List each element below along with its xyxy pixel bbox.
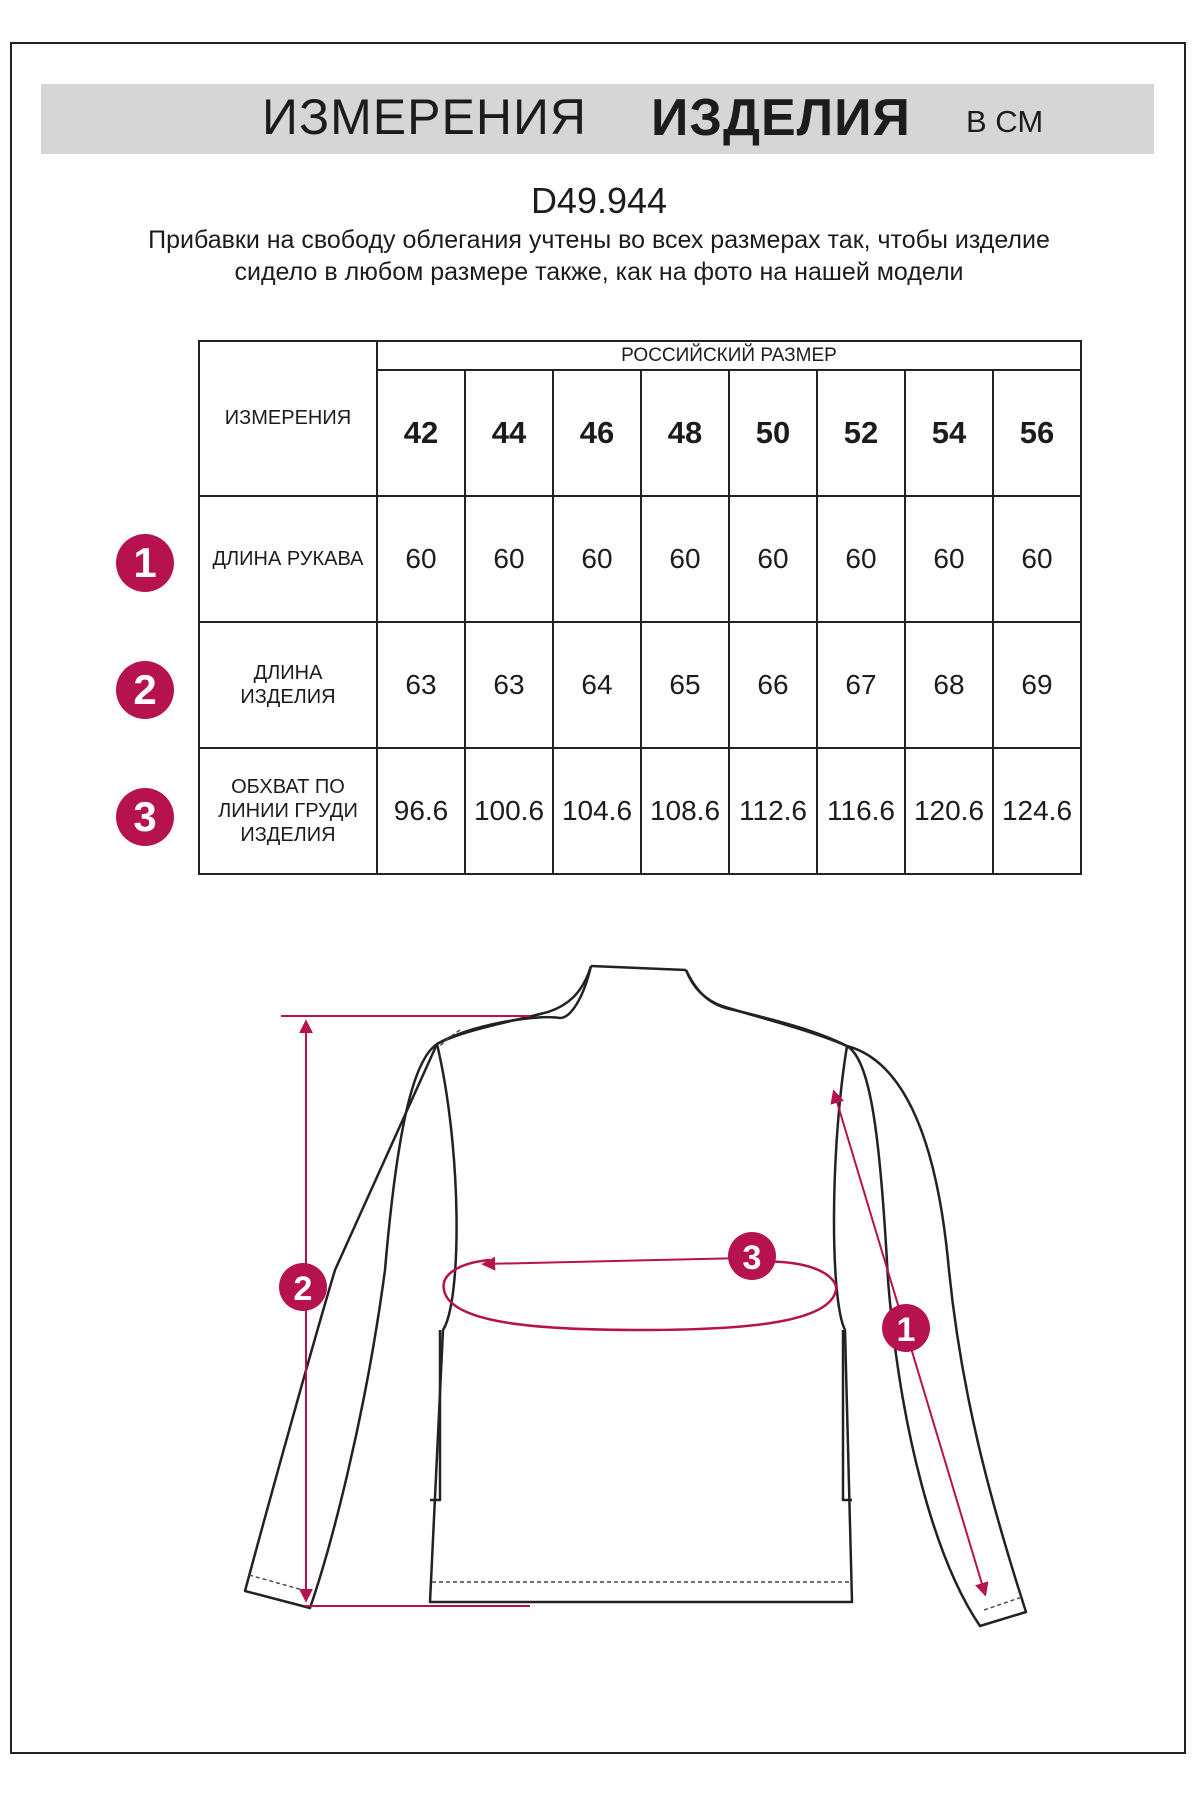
table-cell: 60: [377, 496, 465, 622]
table-cell: 60: [641, 496, 729, 622]
table-cell: 112.6: [729, 748, 817, 874]
row-number-badge: 2: [116, 661, 174, 719]
table-cell: 96.6: [377, 748, 465, 874]
table-cell: 100.6: [465, 748, 553, 874]
row-label-chest-girth: ОБХВАТ ПО ЛИНИИ ГРУДИ ИЗДЕЛИЯ: [199, 748, 377, 874]
measurement-guides: [281, 1016, 985, 1606]
marker-3-label: 3: [742, 1239, 762, 1277]
table-cell: 120.6: [905, 748, 993, 874]
size-header: 44: [465, 370, 553, 496]
title-unit: В СМ: [966, 104, 1044, 139]
table-cell: 60: [905, 496, 993, 622]
marker-1: [882, 1304, 930, 1352]
size-header: 52: [817, 370, 905, 496]
size-header: 54: [905, 370, 993, 496]
title-measurements: ИЗМЕРЕНИЯ: [262, 89, 587, 145]
table-cell: 63: [377, 622, 465, 748]
fit-note: Прибавки на свободу облегания учтены во всех размерах так, чтобы изделие сидело в любом размере также, как на фото на нашей модели: [148, 226, 1050, 286]
table-cell: 60: [465, 496, 553, 622]
table-cell: 116.6: [817, 748, 905, 874]
table-cell: 69: [993, 622, 1081, 748]
marker-3: [728, 1232, 776, 1280]
size-header: 48: [641, 370, 729, 496]
table-cell: 67: [817, 622, 905, 748]
table-cell: 60: [729, 496, 817, 622]
table-cell: 108.6: [641, 748, 729, 874]
table-cell: 60: [817, 496, 905, 622]
article-number: D49.944: [530, 180, 668, 221]
table-cell: 60: [993, 496, 1081, 622]
table-cell: 63: [465, 622, 553, 748]
table-cell: 65: [641, 622, 729, 748]
table-cell: 66: [729, 622, 817, 748]
size-header: 56: [993, 370, 1081, 496]
row-label-garment-length: ДЛИНА ИЗДЕЛИЯ: [199, 622, 377, 748]
row-number-badge: 1: [116, 534, 174, 592]
title-garment: ИЗДЕЛИЯ: [651, 89, 911, 147]
marker-2: [279, 1263, 327, 1311]
size-header: 42: [377, 370, 465, 496]
measurements-header: ИЗМЕРЕНИЯ: [199, 341, 377, 496]
row-label-sleeve-length: ДЛИНА РУКАВА: [199, 496, 377, 622]
marker-2-label: 2: [293, 1270, 313, 1308]
row-number-badge: 3: [116, 788, 174, 846]
table-cell: 68: [905, 622, 993, 748]
marker-1-label: 1: [896, 1311, 916, 1349]
table-cell: 64: [553, 622, 641, 748]
garment-outline: [245, 966, 1026, 1626]
size-group-header: РОССИЙСКИЙ РАЗМЕР: [377, 341, 1081, 370]
size-header: 50: [729, 370, 817, 496]
table-cell: 104.6: [553, 748, 641, 874]
size-header: 46: [553, 370, 641, 496]
table-cell: 60: [553, 496, 641, 622]
table-cell: 124.6: [993, 748, 1081, 874]
